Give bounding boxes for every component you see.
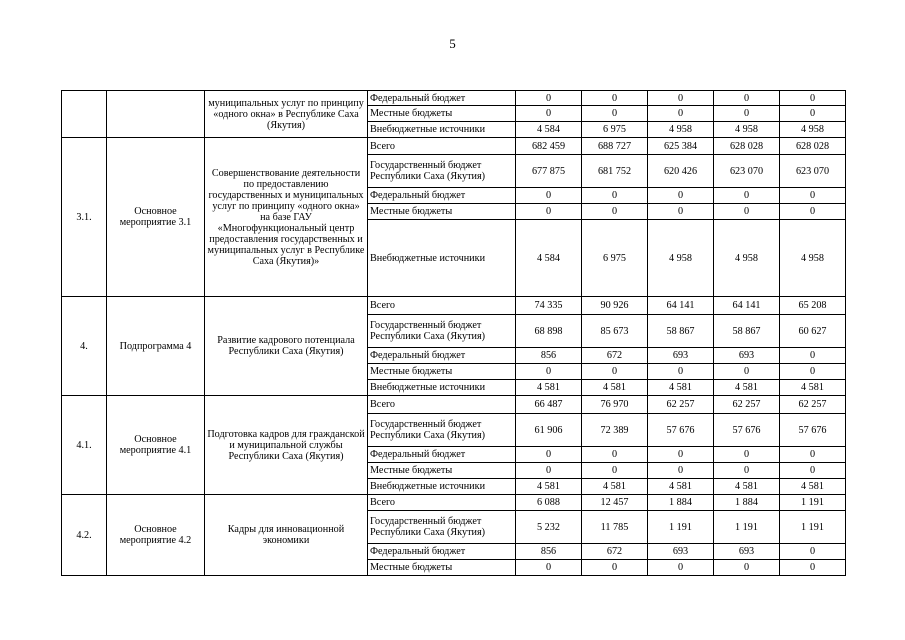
value-cell: 0 <box>516 447 582 463</box>
value-cell: 1 884 <box>648 495 714 511</box>
value-cell: 693 <box>714 544 780 560</box>
page-number: 5 <box>449 36 456 51</box>
value-cell: 0 <box>780 463 846 479</box>
funding-source-cell: Местные бюджеты <box>368 463 516 479</box>
funding-source-cell: Федеральный бюджет <box>368 544 516 560</box>
value-cell: 72 389 <box>582 414 648 447</box>
item-title-cell: Подготовка кадров для гражданской и муниципальной службы Республики Саха (Якутия) <box>205 396 368 495</box>
value-cell: 0 <box>714 91 780 106</box>
value-cell: 4 581 <box>582 479 648 495</box>
value-cell: 0 <box>648 364 714 380</box>
value-cell: 62 257 <box>780 396 846 414</box>
value-cell: 672 <box>582 348 648 364</box>
value-cell: 0 <box>582 463 648 479</box>
item-number-cell: 4.2. <box>62 495 107 576</box>
value-cell: 0 <box>648 560 714 576</box>
value-cell: 0 <box>516 463 582 479</box>
funding-source-cell: Федеральный бюджет <box>368 91 516 106</box>
value-cell: 0 <box>780 544 846 560</box>
value-cell: 0 <box>582 106 648 122</box>
value-cell: 0 <box>516 106 582 122</box>
funding-source-cell: Внебюджетные источники <box>368 220 516 297</box>
value-cell: 0 <box>780 560 846 576</box>
value-cell: 0 <box>780 188 846 204</box>
value-cell: 0 <box>516 188 582 204</box>
value-cell: 57 676 <box>780 414 846 447</box>
funding-source-cell: Местные бюджеты <box>368 364 516 380</box>
value-cell: 0 <box>648 106 714 122</box>
value-cell: 1 191 <box>714 511 780 544</box>
value-cell: 628 028 <box>714 138 780 155</box>
budget-table-body <box>62 91 846 576</box>
value-cell: 856 <box>516 348 582 364</box>
value-cell: 4 581 <box>714 479 780 495</box>
funding-source-cell: Местные бюджеты <box>368 560 516 576</box>
item-number-cell: 4. <box>62 297 107 396</box>
value-cell: 620 426 <box>648 155 714 188</box>
value-cell: 1 191 <box>780 495 846 511</box>
item-type-cell: Подпрограмма 4 <box>107 297 205 396</box>
value-cell: 57 676 <box>648 414 714 447</box>
value-cell: 4 581 <box>780 479 846 495</box>
value-cell: 0 <box>582 560 648 576</box>
item-type-cell: Основное мероприятие 3.1 <box>107 138 205 297</box>
table-row <box>62 297 846 315</box>
table-row <box>62 138 846 155</box>
value-cell: 0 <box>714 463 780 479</box>
value-cell: 4 958 <box>780 220 846 297</box>
value-cell: 58 867 <box>648 315 714 348</box>
value-cell: 64 141 <box>714 297 780 315</box>
value-cell: 693 <box>648 348 714 364</box>
value-cell: 0 <box>780 447 846 463</box>
value-cell: 0 <box>714 447 780 463</box>
value-cell: 623 070 <box>780 155 846 188</box>
value-cell: 0 <box>582 447 648 463</box>
value-cell: 4 958 <box>714 220 780 297</box>
value-cell: 0 <box>714 188 780 204</box>
funding-source-cell: Всего <box>368 297 516 315</box>
table-row <box>62 91 846 106</box>
value-cell: 1 884 <box>714 495 780 511</box>
item-type-cell: Основное мероприятие 4.2 <box>107 495 205 576</box>
value-cell: 0 <box>582 364 648 380</box>
value-cell: 57 676 <box>714 414 780 447</box>
value-cell: 0 <box>714 560 780 576</box>
value-cell: 6 975 <box>582 122 648 138</box>
value-cell: 5 232 <box>516 511 582 544</box>
item-number-cell <box>62 91 107 138</box>
value-cell: 4 581 <box>648 380 714 396</box>
value-cell: 61 906 <box>516 414 582 447</box>
value-cell: 90 926 <box>582 297 648 315</box>
value-cell: 677 875 <box>516 155 582 188</box>
value-cell: 76 970 <box>582 396 648 414</box>
value-cell: 693 <box>714 348 780 364</box>
value-cell: 0 <box>780 91 846 106</box>
value-cell: 4 584 <box>516 220 582 297</box>
value-cell: 625 384 <box>648 138 714 155</box>
value-cell: 682 459 <box>516 138 582 155</box>
value-cell: 6 975 <box>582 220 648 297</box>
value-cell: 856 <box>516 544 582 560</box>
value-cell: 6 088 <box>516 495 582 511</box>
value-cell: 4 581 <box>516 380 582 396</box>
funding-source-cell: Государственный бюджет Республики Саха (Якутия) <box>368 315 516 348</box>
funding-source-cell: Всего <box>368 396 516 414</box>
value-cell: 12 457 <box>582 495 648 511</box>
value-cell: 688 727 <box>582 138 648 155</box>
funding-source-cell: Всего <box>368 495 516 511</box>
value-cell: 85 673 <box>582 315 648 348</box>
value-cell: 0 <box>714 106 780 122</box>
value-cell: 0 <box>648 447 714 463</box>
item-title-cell: Кадры для инновационной экономики <box>205 495 368 576</box>
value-cell: 68 898 <box>516 315 582 348</box>
value-cell: 74 335 <box>516 297 582 315</box>
value-cell: 1 191 <box>780 511 846 544</box>
value-cell: 58 867 <box>714 315 780 348</box>
value-cell: 4 584 <box>516 122 582 138</box>
value-cell: 4 958 <box>714 122 780 138</box>
value-cell: 0 <box>780 348 846 364</box>
funding-source-cell: Федеральный бюджет <box>368 447 516 463</box>
funding-source-cell: Государственный бюджет Республики Саха (Якутия) <box>368 511 516 544</box>
item-title-cell: муниципальных услуг по принципу «одного окна» в Республике Саха (Якутия) <box>205 91 368 138</box>
funding-source-cell: Местные бюджеты <box>368 106 516 122</box>
value-cell: 0 <box>516 364 582 380</box>
value-cell: 62 257 <box>648 396 714 414</box>
budget-table <box>61 90 846 576</box>
value-cell: 64 141 <box>648 297 714 315</box>
table-row <box>62 495 846 511</box>
funding-source-cell: Государственный бюджет Республики Саха (Якутия) <box>368 414 516 447</box>
value-cell: 0 <box>648 91 714 106</box>
item-title-cell: Развитие кадрового потенциала Республики Саха (Якутия) <box>205 297 368 396</box>
value-cell: 0 <box>516 91 582 106</box>
funding-source-cell: Внебюджетные источники <box>368 479 516 495</box>
value-cell: 11 785 <box>582 511 648 544</box>
item-type-cell <box>107 91 205 138</box>
value-cell: 4 958 <box>780 122 846 138</box>
value-cell: 0 <box>780 106 846 122</box>
funding-source-cell: Федеральный бюджет <box>368 188 516 204</box>
value-cell: 4 581 <box>516 479 582 495</box>
item-number-cell: 3.1. <box>62 138 107 297</box>
item-number-cell: 4.1. <box>62 396 107 495</box>
funding-source-cell: Всего <box>368 138 516 155</box>
item-title-cell: Совершенствование деятельности по предоставлению государственных и муниципальных услуг по принципу «одного окна» на базе ГАУ «Многофункциональный центр предоставления государственных и муниципальных услуг в Республике Саха (Якутия)» <box>205 138 368 297</box>
item-type-cell: Основное мероприятие 4.1 <box>107 396 205 495</box>
value-cell: 4 581 <box>648 479 714 495</box>
value-cell: 65 208 <box>780 297 846 315</box>
value-cell: 0 <box>780 204 846 220</box>
value-cell: 62 257 <box>714 396 780 414</box>
value-cell: 0 <box>582 188 648 204</box>
value-cell: 681 752 <box>582 155 648 188</box>
value-cell: 693 <box>648 544 714 560</box>
value-cell: 0 <box>714 204 780 220</box>
value-cell: 0 <box>780 364 846 380</box>
value-cell: 0 <box>648 463 714 479</box>
value-cell: 4 581 <box>780 380 846 396</box>
value-cell: 1 191 <box>648 511 714 544</box>
value-cell: 60 627 <box>780 315 846 348</box>
value-cell: 0 <box>516 560 582 576</box>
value-cell: 4 581 <box>714 380 780 396</box>
value-cell: 0 <box>648 204 714 220</box>
value-cell: 628 028 <box>780 138 846 155</box>
value-cell: 0 <box>582 204 648 220</box>
value-cell: 4 581 <box>582 380 648 396</box>
value-cell: 0 <box>648 188 714 204</box>
value-cell: 672 <box>582 544 648 560</box>
table-row <box>62 396 846 414</box>
funding-source-cell: Государственный бюджет Республики Саха (Якутия) <box>368 155 516 188</box>
value-cell: 0 <box>582 91 648 106</box>
value-cell: 623 070 <box>714 155 780 188</box>
value-cell: 4 958 <box>648 122 714 138</box>
value-cell: 0 <box>516 204 582 220</box>
value-cell: 0 <box>714 364 780 380</box>
value-cell: 4 958 <box>648 220 714 297</box>
funding-source-cell: Местные бюджеты <box>368 204 516 220</box>
funding-source-cell: Внебюджетные источники <box>368 380 516 396</box>
funding-source-cell: Внебюджетные источники <box>368 122 516 138</box>
value-cell: 66 487 <box>516 396 582 414</box>
funding-source-cell: Федеральный бюджет <box>368 348 516 364</box>
